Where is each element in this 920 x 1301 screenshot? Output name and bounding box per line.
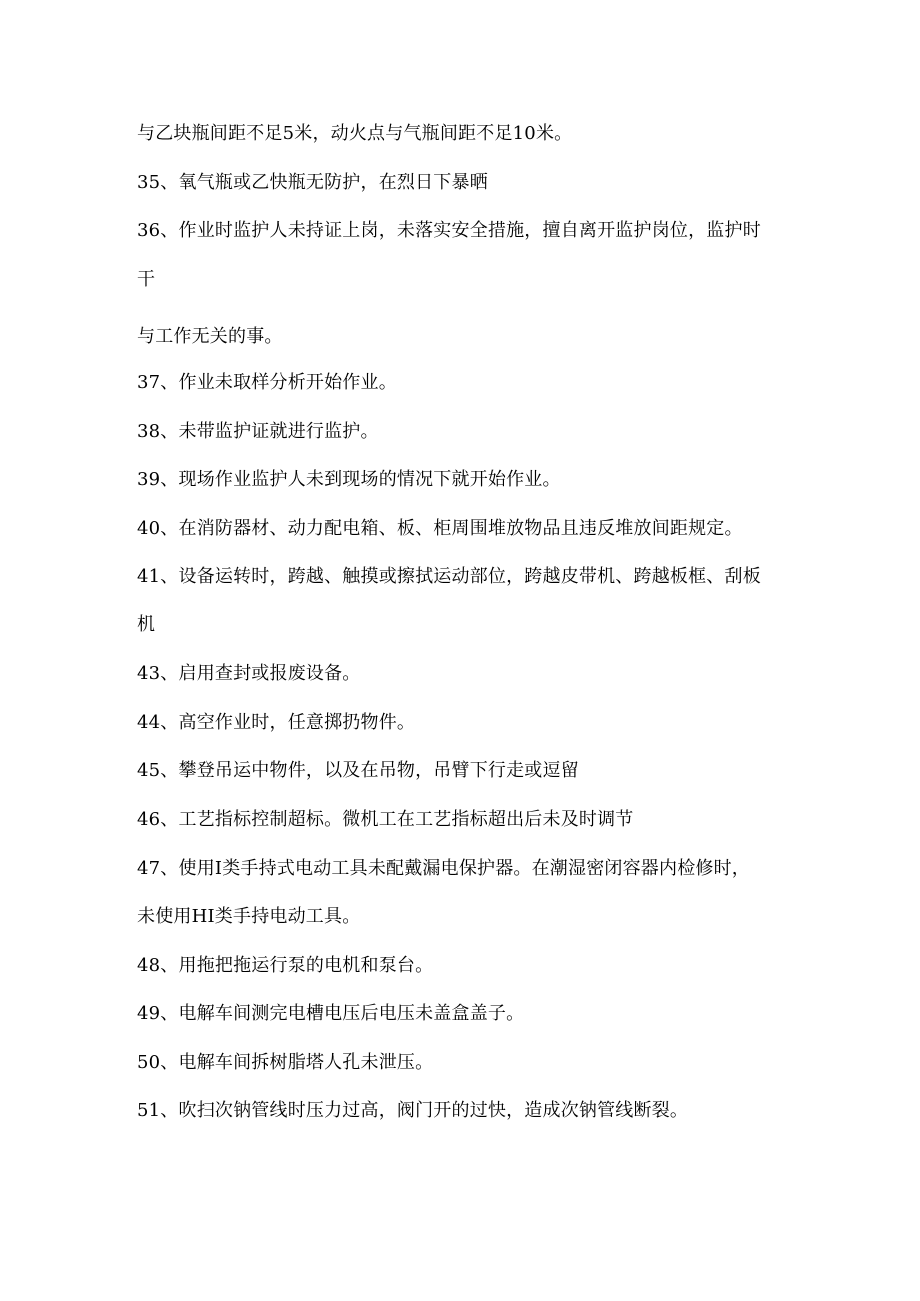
text-line: 47、使用I类手持式电动工具未配戴漏电保护器。在潮湿密闭容器内检修时， — [137, 858, 751, 879]
text-line: 44、高空作业时，任意掷扔物件。 — [137, 712, 416, 733]
text-line: 38、未带监护证就进行监护。 — [137, 421, 379, 442]
text-line: 机 — [137, 614, 156, 635]
text-line: 46、工艺指标控制超标。微机工在工艺指标超出后未及时调节 — [137, 809, 634, 830]
text-line: 与乙块瓶间距不足5米，动火点与气瓶间距不足10米。 — [137, 123, 573, 144]
text-line: 35、氧气瓶或乙快瓶无防护，在烈日下暴晒 — [137, 172, 488, 193]
text-line: 37、作业未取样分析开始作业。 — [137, 372, 397, 393]
text-line: 43、启用查封或报废设备。 — [137, 663, 361, 684]
text-line: 41、设备运转时，跨越、触摸或擦拭运动部位，跨越皮带机、跨越板框、刮板 — [137, 566, 761, 587]
text-line: 50、电解车间拆树脂塔人孔未泄压。 — [137, 1052, 434, 1073]
text-line: 未使用HI类手持电动工具。 — [137, 906, 361, 927]
text-line: 40、在消防器材、动力配电箱、板、柜周围堆放物品且违反堆放间距规定。 — [137, 518, 743, 539]
text-line: 51、吹扫次钠管线时压力过高，阀门开的过快，造成次钠管线断裂。 — [137, 1100, 689, 1121]
text-line: 39、现场作业监护人未到现场的情况下就开始作业。 — [137, 469, 561, 490]
text-line: 48、用拖把拖运行泵的电机和泵台。 — [137, 955, 434, 976]
text-line: 干 — [137, 269, 156, 290]
text-line: 与工作无关的事。 — [137, 326, 283, 347]
text-line: 49、电解车间测完电槽电压后电压未盖盒盖子。 — [137, 1003, 525, 1024]
text-line: 36、作业时监护人未持证上岗，未落实安全措施，擅自离开监护岗位，监护时 — [137, 220, 761, 241]
text-line: 45、攀登吊运中物件，以及在吊物，吊臂下行走或逗留 — [137, 760, 579, 781]
